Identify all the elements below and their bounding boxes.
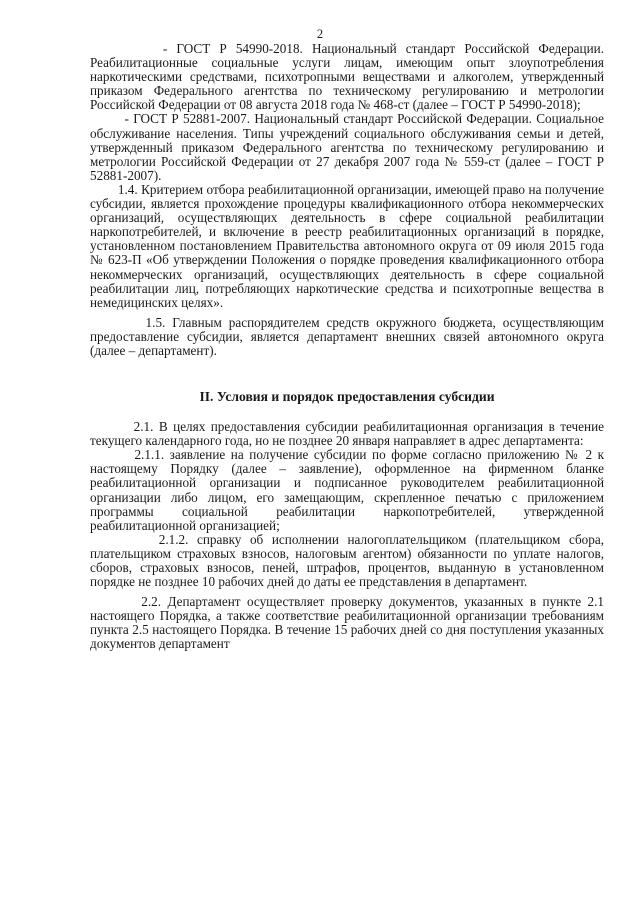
section-heading: II. Условия и порядок предоставления субсидии	[199, 389, 495, 405]
paragraph-2-2: 2.2. Департамент осуществляет проверку документов, указанных в пункте 2.1 настоящего Порядка, а также соответствие реабилитационной организации требованиям пункта 2.5 настоящего Порядка. В течение 15 рабочих дней со дня поступления указанных документов департамент	[90, 594, 608, 652]
document-body	[90, 41, 608, 652]
paragraph-gost-52881: - ГОСТ Р 52881-2007. Национальный стандарт Российской Федерации. Социальное обслуживание населения. Типы учреждений социального обслуживания семьи и детей, утвержденный приказом Федерального агентства по техническому регулированию и метрологии Российской Федерации от 27 декабря 2007 года № 559-ст (далее – ГОСТ Р 52881-2007).	[90, 111, 608, 183]
page-number: 2	[316, 27, 324, 41]
paragraph-2-1: 2.1. В целях предоставления субсидии реабилитационная организация в течение текущего календарного года, но не позднее 20 января направляет в адрес департамента:	[90, 419, 608, 449]
paragraph-2-1-1: 2.1.1. заявление на получение субсидии по форме согласно приложению № 2 к настоящему Порядку (далее – заявление), оформленное на фирменном бланке реабилитационной организации и подписанное руководителем реабилитационной организации либо лицом, его замещающим, скрепленное печатью с приложением программы социальной реабилитации наркопотребителей, утвержденной реабилитационной организацией;	[90, 447, 608, 533]
paragraph-gost-54990: - ГОСТ Р 54990-2018. Национальный стандарт Российской Федерации. Реабилитационные социальные услуги лицам, имеющим опыт злоупотребления наркотическими средствами, психотропными веществами и алкоголем, утвержденный приказом Федерального агентства по техническому регулированию и метрологии Российской Федерации от 08 августа 2018 года № 468-ст (далее – ГОСТ Р 54990-2018);	[90, 41, 608, 113]
paragraph-1-5: 1.5. Главным распорядителем средств окружного бюджета, осуществляющим предоставление субсидии, является департамент внешних связей автономного округа (далее – департамент).	[90, 314, 608, 358]
paragraph-1-4: 1.4. Критерием отбора реабилитационной организации, имеющей право на получение субсидии, является прохождение процедуры квалификационного отбора некоммерческих организаций, осуществляющих деятельность в сфере социальной реабилитации наркопотребителей, и включение в реестр реабилитационных организаций в порядке, установленном постановлением Правительства автономного округа от 09 июля 2015 года № 623-П «Об утверждении Положения о порядке проведения квалификационного отбора некоммерческих организаций, осуществляющих деятельность в сфере социальной реабилитации лиц, потребляющих наркотические средства и психотропные вещества в немедицинских целях».	[90, 181, 608, 310]
paragraph-2-1-2: 2.1.2. справку об исполнении налогоплательщиком (плательщиком сбора, плательщиком страховых взносов, налоговым агентом) обязанности по уплате налогов, сборов, страховых взносов, пеней, штрафов, процентов, выданную в установленном порядке не позднее 10 рабочих дней до даты ее представления в департамент.	[90, 531, 608, 590]
